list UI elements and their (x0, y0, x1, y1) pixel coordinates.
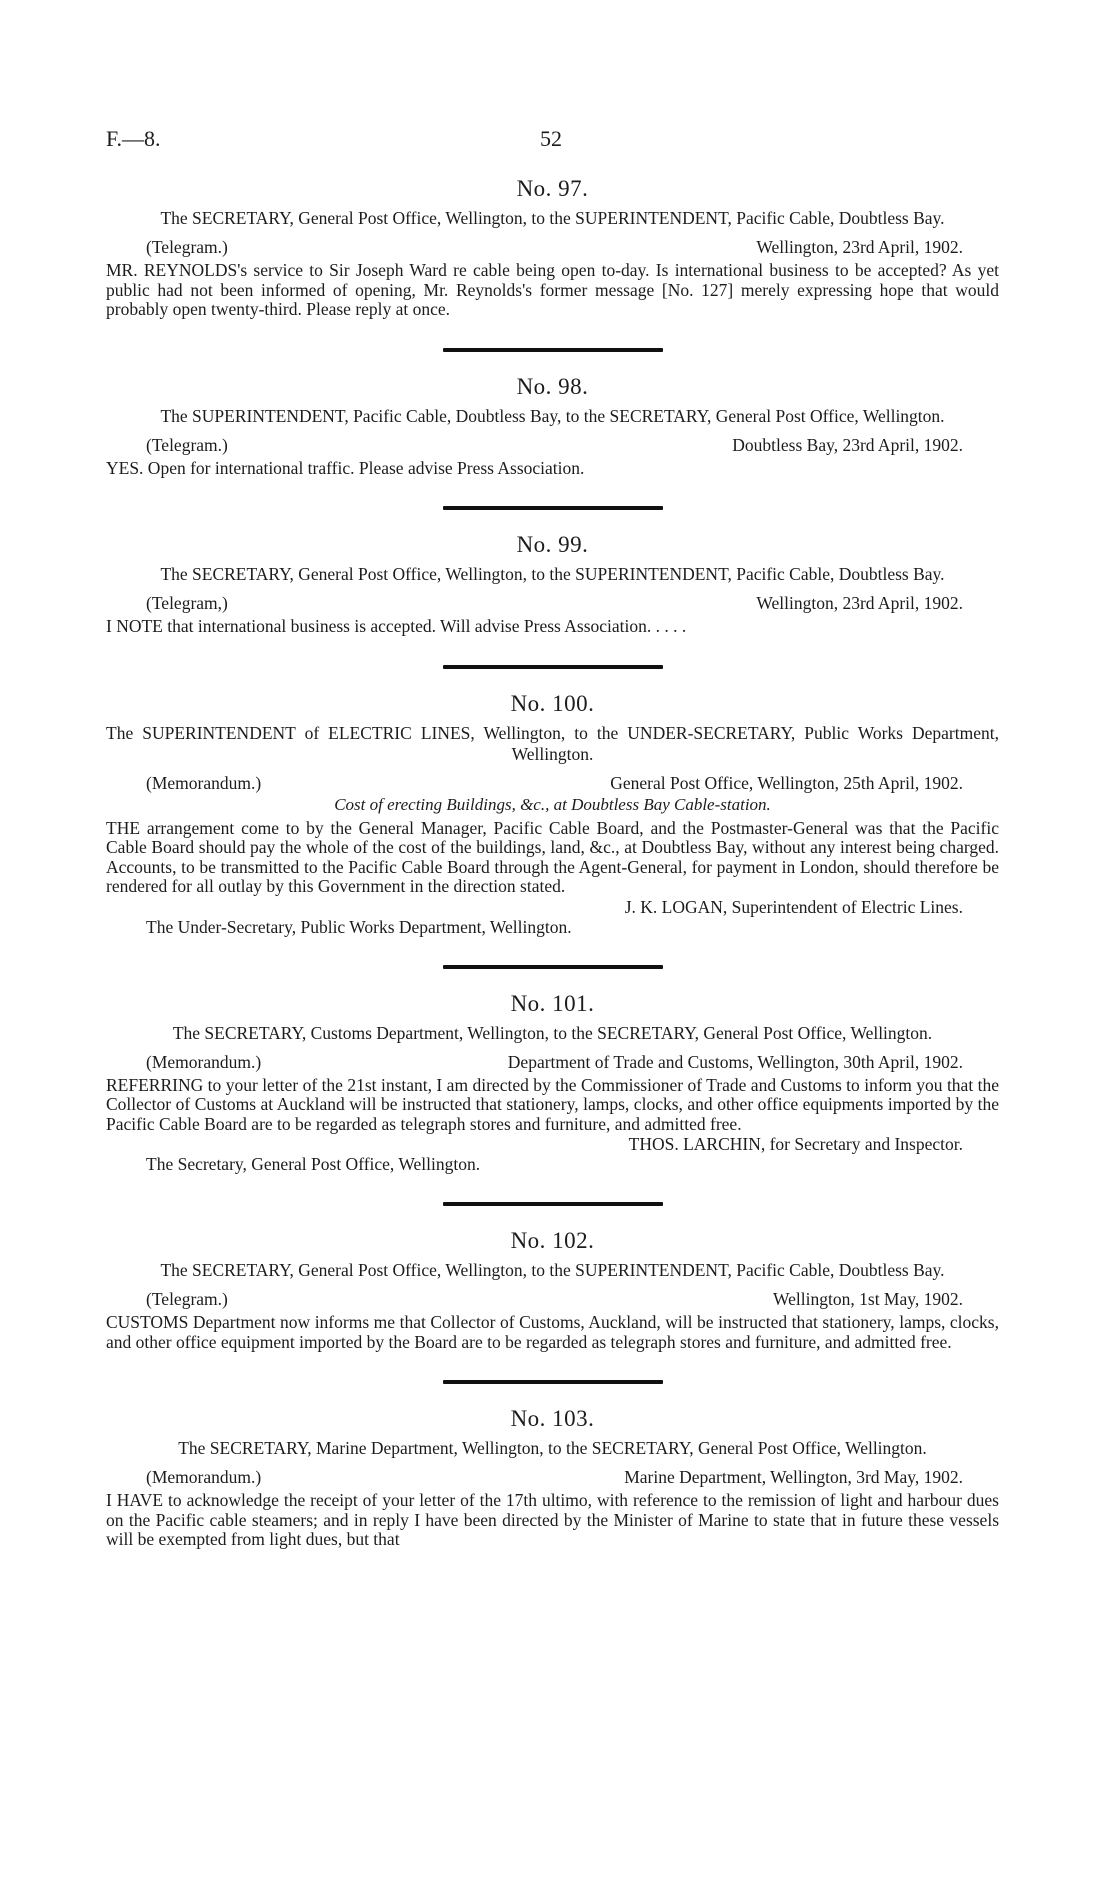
entry-address: The SECRETARY, General Post Office, Wellington, to the SUPERINTENDENT, Pacific Cable, Doubtless Bay. (160, 208, 945, 228)
entry-kind: (Telegram,) (146, 593, 228, 613)
entry-103 (106, 1406, 999, 1550)
entry-97 (106, 176, 999, 320)
entry-101 (106, 991, 999, 1175)
entry-headline (106, 433, 999, 457)
entry-kind: (Memorandum.) (146, 1467, 262, 1487)
entry-body: I HAVE to acknowledge the receipt of your letter of the 17th ultimo, with reference to the remission of light and harbour dues on the Pacific cable steamers; and in reply I have been directed by the Minister of Marine to state that in future these vessels will be exempted from light dues, but that (106, 1490, 999, 1549)
entry-number: No. 99. (516, 532, 589, 557)
entry-number: No. 103. (510, 1406, 595, 1431)
entry-kind: (Telegram.) (146, 237, 228, 257)
entry-kind: (Memorandum.) (146, 1051, 262, 1072)
entry-body: YES. Open for international traffic. Please advise Press Association. (106, 457, 585, 478)
entry-100 (106, 691, 999, 937)
entry-number: No. 102. (510, 1228, 595, 1253)
entry-102 (106, 1228, 999, 1352)
entry-number: No. 97. (516, 176, 589, 201)
entry-date: Wellington, 1st May, 1902. (773, 1289, 963, 1309)
page-number: 52 (540, 126, 562, 151)
entry-headline (106, 235, 999, 259)
section-divider (443, 665, 663, 669)
entry-addressee: The Secretary, General Post Office, Wellington. (146, 1154, 481, 1174)
entry-subject: Cost of erecting Buildings, &c., at Doubtless Bay Cable-station. (334, 794, 771, 814)
entry-date: Department of Trade and Customs, Wellington, 30th April, 1902. (507, 1051, 963, 1072)
entry-number: No. 98. (516, 373, 589, 399)
section-divider (443, 965, 663, 969)
entry-address: The SECRETARY, Marine Department, Wellington, to the SECRETARY, General Post Office, Wellington. (178, 1438, 927, 1458)
entry-address: The SECRETARY, Customs Department, Wellington, to the SECRETARY, General Post Office, Wellington. (172, 1022, 933, 1043)
section-divider (443, 506, 663, 510)
section-divider (443, 348, 663, 352)
entry-addressee: The Under-Secretary, Public Works Department, Wellington. (146, 916, 572, 937)
entry-kind: (Memorandum.) (146, 772, 262, 793)
correspondence-column (106, 176, 999, 1550)
entry-body: I NOTE that international business is accepted. Will advise Press Association. . . . . (106, 616, 687, 636)
entry-signature: J. K. LOGAN, Superintendent of Electric Lines. (624, 896, 963, 917)
entry-body: THE arrangement come to by the General Manager, Pacific Cable Board, and the Postmaster-General was that the Pacific Cable Board should pay the whole of the cost of the buildings, land, &c., at Doubtless Bay, without any interest being charged. Accounts, to be transmitted to the Pacific Cable Board through the Agent-General, for payment in London, should therefore be rendered for all outlay by this Government in the direction stated. (106, 817, 999, 896)
entry-headline (106, 1050, 999, 1074)
entry-date: Wellington, 23rd April, 1902. (756, 593, 963, 613)
entry-headline (106, 771, 999, 795)
document-reference: F.—8. (106, 126, 161, 151)
entry-number: No. 100. (510, 690, 595, 716)
entry-date: General Post Office, Wellington, 25th April, 1902. (610, 772, 963, 793)
entry-date: Wellington, 23rd April, 1902. (756, 237, 963, 257)
entry-address: The SUPERINTENDENT, Pacific Cable, Doubtless Bay, to the SECRETARY, General Post Office, Wellington. (160, 405, 945, 426)
entry-address: The SUPERINTENDENT of ELECTRIC LINES, Wellington, to the UNDER-SECRETARY, Public Works Department, Wellington. (106, 722, 999, 764)
entry-body: MR. REYNOLDS's service to Sir Joseph Ward re cable being open to-day. Is international business to be accepted? As yet public had not been informed of opening, Mr. Reynolds's former message [No. 127] merely expressing hope that would probably open twenty-third. Please reply at once. (106, 260, 999, 319)
entry-98 (106, 374, 999, 479)
entry-date: Doubtless Bay, 23rd April, 1902. (732, 434, 963, 455)
entry-99 (106, 532, 999, 637)
section-divider (443, 1202, 663, 1206)
entry-kind: (Telegram.) (146, 434, 228, 455)
entry-headline (106, 1465, 999, 1489)
section-divider (443, 1380, 663, 1384)
entry-body: REFERRING to your letter of the 21st instant, I am directed by the Commissioner of Trade and Customs to inform you that the Collector of Customs at Auckland will be instructed that stationery, lamps, clocks, and other office equipments imported by the Pacific Cable Board are to be regarded as telegraph stores and furniture, and admitted free. (106, 1074, 999, 1134)
entry-address: The SECRETARY, General Post Office, Wellington, to the SUPERINTENDENT, Pacific Cable, Doubtless Bay. (160, 564, 945, 584)
entry-number: No. 101. (510, 990, 595, 1016)
entry-headline (106, 1287, 999, 1311)
entry-date: Marine Department, Wellington, 3rd May, 1902. (624, 1467, 963, 1487)
entry-body: CUSTOMS Department now informs me that Collector of Customs, Auckland, will be instructed that stationery, lamps, clocks, and other office equipment imported by the Board are to be regarded as telegraph stores and furniture, and admitted free. (106, 1312, 999, 1352)
entry-headline (106, 591, 999, 615)
entry-kind: (Telegram.) (146, 1289, 228, 1309)
entry-signature: THOS. LARCHIN, for Secretary and Inspector. (628, 1134, 963, 1154)
entry-address: The SECRETARY, General Post Office, Wellington, to the SUPERINTENDENT, Pacific Cable, Doubtless Bay. (160, 1260, 945, 1280)
